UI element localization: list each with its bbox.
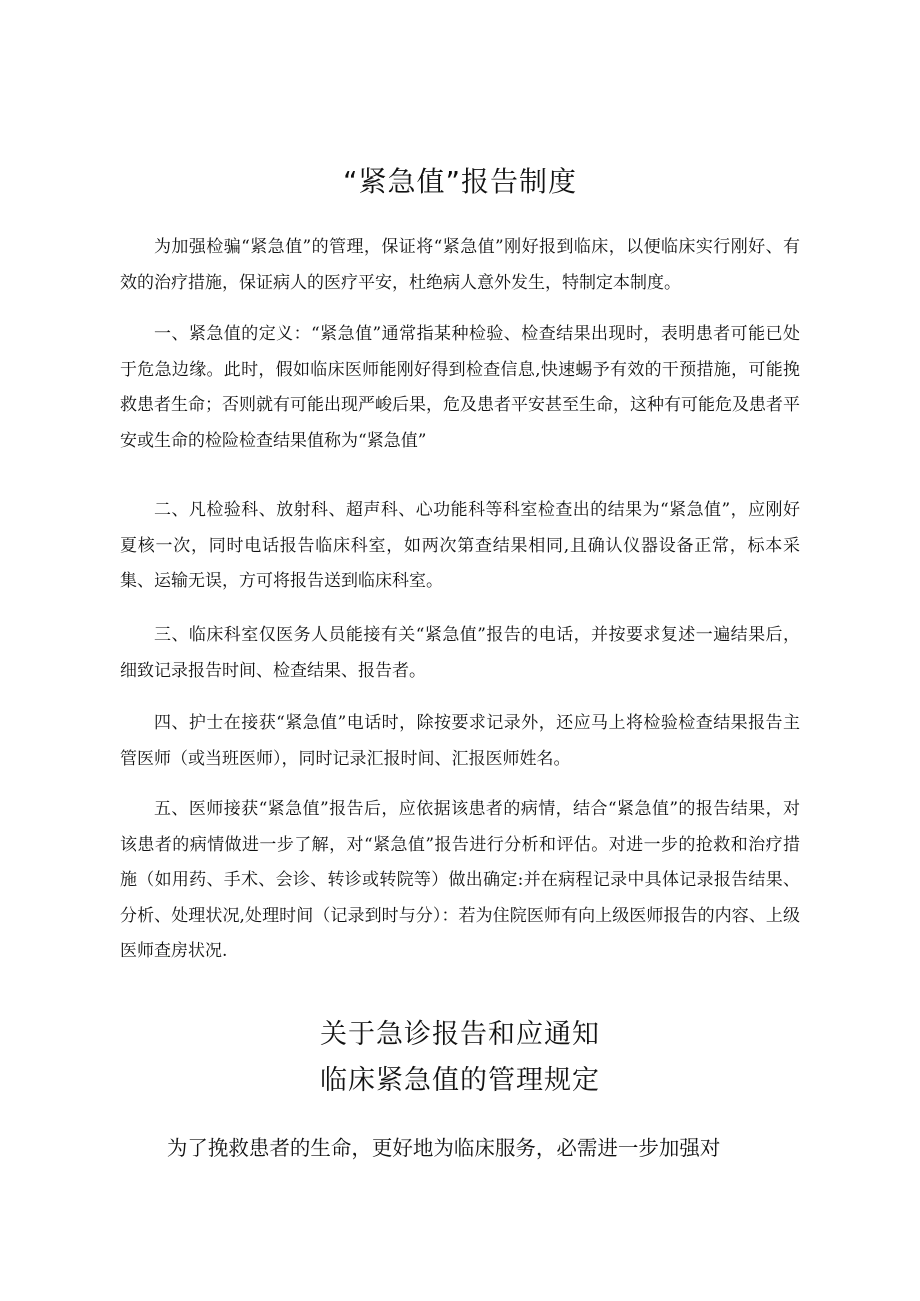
section-1-paragraph: 一、紧急值的定义：“紧急值”通常指某种检验、检查结果出现时，表明患者可能已处于危急边缘。此时，假如临床医师能刚好得到检查信息,快速蜴予有效的干预措施，可能挽救患者生命；否则就有可能出现严峻后果，危及患者平安甚至生命，这种有可能危及患者平安或生命的检险检查结果值称为“紧急值”	[120, 324, 800, 451]
section-5-paragraph: 五、医师接获“紧急值”报告后，应依据该患者的病情，结合“紧急值”的报告结果，对该患者的病情做进一步了解，对“紧急值”报告进行分析和评估。对进一步的抢救和治疗措施（如用药、手术、会诊、转诊或转院等）做出确定:并在病程记录中具体记录报告结果、分析、处理状况,处理时间（记录到时与分）：若为住院医师有向上级医师报告的内容、上级医师查房状况.	[120, 799, 800, 961]
section-4-paragraph: 四、护士在接获“紧急值”电话时，除按要求记录外，还应马上将检验检查结果报告主管医师（或当班医师），同时记录汇报时间、汇报医师姓名。	[120, 713, 800, 769]
final-paragraph: 为了挽救患者的生命，更好地为临床服务，必需进一步加强对	[166, 1136, 721, 1160]
document-title: “紧急值”报告制度	[342, 165, 577, 198]
section-2-paragraph: 二、凡检验科、放射科、超声科、心功能科等科室检查出的结果为“紧急值”，应刚好夏核一次，同时电话报告临床科室，如两次第查结果相同,且确认仪器设备正常，标本采集、运输无误，方可将报告送到临床科室。	[120, 500, 800, 591]
subtitle-line-1: 关于急诊报告和应通知	[320, 1019, 600, 1050]
section-3-paragraph: 三、临床科室仅医务人员能接有关“紧急值”报告的电话，并按要求复述一遍结果后，细致记录报告时间、检查结果、报告者。	[120, 625, 800, 681]
intro-paragraph: 为加强检骗“紧急值”的管理，保证将“紧急值”刚好报到临床，以便临床实行刚好、有效的治疗措施，保证病人的医疗平安，杜绝病人意外发生，特制定本制度。	[120, 237, 800, 293]
subtitle-line-2: 临床紧急值的管理规定	[320, 1065, 600, 1096]
